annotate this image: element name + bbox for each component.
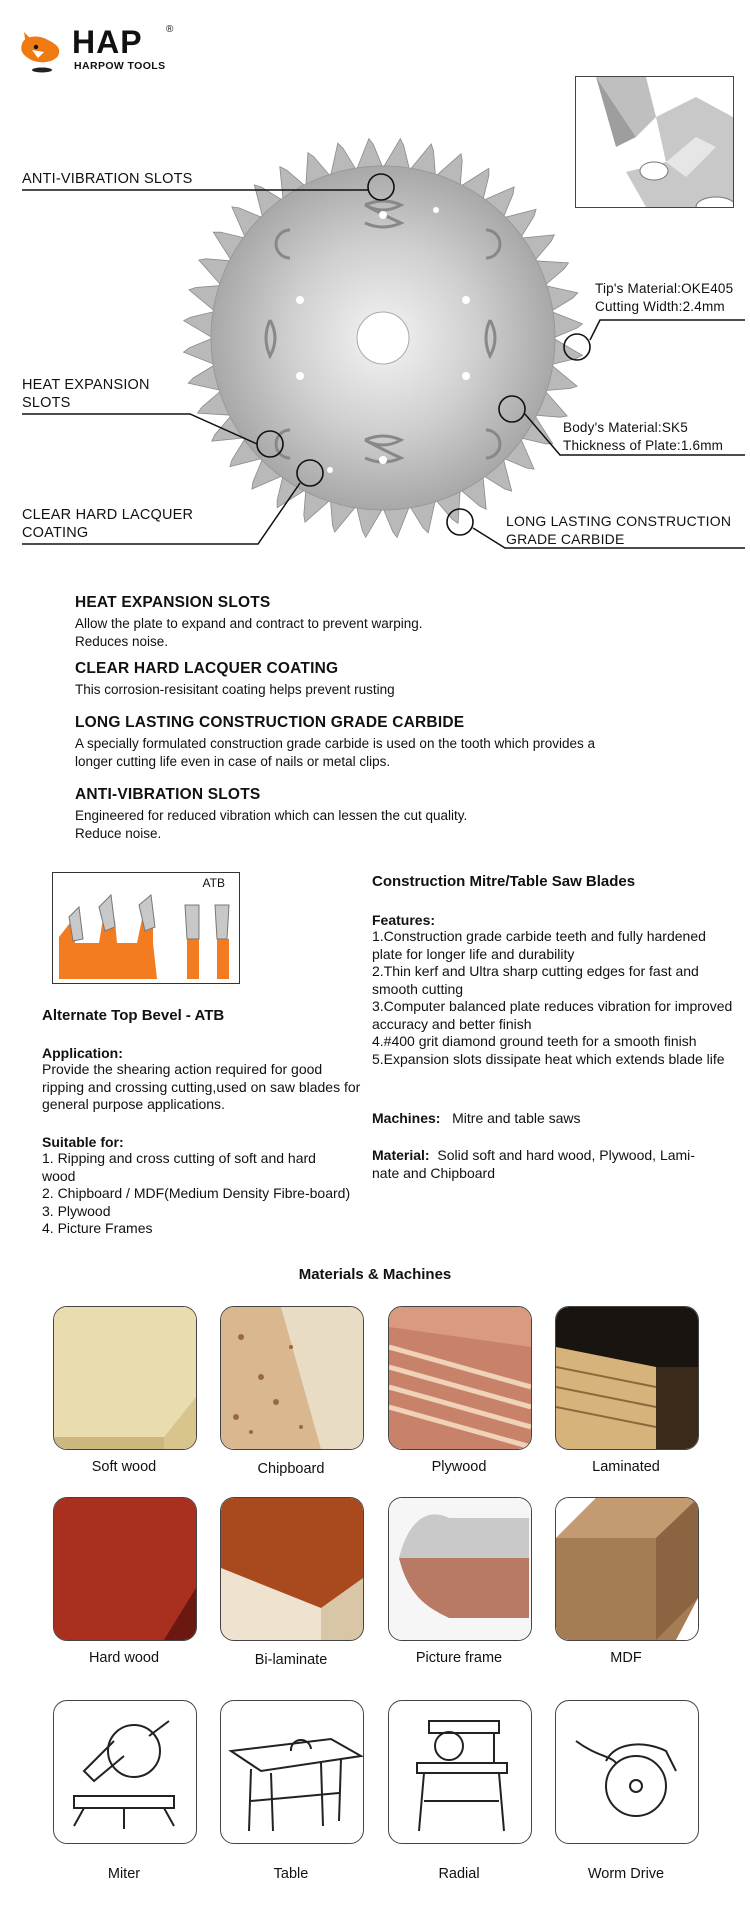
picture-frame-sample bbox=[388, 1497, 532, 1641]
product-feature-item: 3.Computer balanced plate reduces vibration for improved accuracy and better finish bbox=[372, 998, 733, 1032]
application-text: Provide the shearing action required for good ripping and crossing cutting,used on saw blades for general purpose applications. bbox=[42, 1061, 361, 1112]
callout-heat-expansion: HEAT EXPANSION SLOTS bbox=[22, 377, 150, 411]
feature-title: CLEAR HARD LACQUER COATING bbox=[75, 660, 339, 677]
suitable-item: 2. Chipboard / MDF(Medium Density Fibre-board) bbox=[42, 1185, 351, 1201]
atb-suitable bbox=[42, 1134, 352, 1238]
material-caption: Laminated bbox=[592, 1459, 660, 1475]
miter-saw-icon bbox=[53, 1700, 197, 1844]
feature-body: Allow the plate to expand and contract to prevent warping. Reduces noise. bbox=[75, 616, 423, 649]
blade-tooth bbox=[184, 338, 216, 365]
product-feature-item: 5.Expansion slots dissipate heat which extends blade life bbox=[372, 1050, 725, 1067]
machine-caption: Worm Drive bbox=[587, 1866, 665, 1882]
tooth-detail-inset bbox=[575, 76, 734, 208]
leader-tip bbox=[590, 320, 745, 340]
features-label: Features: bbox=[372, 912, 436, 928]
feature-body: This corrosion-resisitant coating helps prevent rusting bbox=[75, 682, 395, 697]
material-caption: Hard wood bbox=[88, 1650, 160, 1666]
application-label: Application: bbox=[42, 1045, 123, 1061]
product-feature-list bbox=[372, 928, 734, 1068]
suitable-item: 3. Plywood bbox=[42, 1202, 111, 1219]
worm-drive-saw-icon bbox=[555, 1700, 699, 1844]
suitable-list bbox=[42, 1150, 352, 1238]
atb-badge: ATB bbox=[202, 876, 225, 890]
callout-carbide: LONG LASTING CONSTRUCTION GRADE CARBIDE bbox=[506, 513, 732, 547]
machines-label: Machines: bbox=[372, 1110, 441, 1126]
material-caption: Picture frame bbox=[415, 1650, 503, 1666]
registered-mark: ® bbox=[166, 24, 174, 35]
table-saw-icon bbox=[220, 1700, 364, 1844]
softwood-sample bbox=[53, 1306, 197, 1450]
atb-application bbox=[42, 1045, 367, 1114]
blade-tooth bbox=[356, 139, 383, 171]
blade-tooth bbox=[356, 506, 383, 537]
material-caption: MDF bbox=[610, 1650, 642, 1666]
laminated-sample bbox=[555, 1306, 699, 1450]
hardwood-sample bbox=[53, 1497, 197, 1641]
material-caption: Chipboard bbox=[257, 1461, 325, 1477]
feature-title: HEAT EXPANSION SLOTS bbox=[75, 594, 271, 611]
suitable-item: 1. Ripping and cross cutting of soft and hard wood bbox=[42, 1150, 316, 1184]
callout-plate-thickness: Thickness of Plate:1.6mm bbox=[563, 438, 724, 453]
callout-anti-vibration: ANTI-VIBRATION SLOTS bbox=[22, 171, 193, 187]
callout-body-material: Body's Material:SK5 bbox=[563, 420, 688, 435]
product-feature-item: 1.Construction grade carbide teeth and fully hardened plate for longer life and durability bbox=[372, 928, 706, 962]
feature-carbide bbox=[75, 714, 595, 771]
machine-caption: Table bbox=[273, 1866, 309, 1882]
blade-tooth bbox=[383, 139, 410, 170]
product-material bbox=[372, 1147, 722, 1182]
chipboard-sample bbox=[220, 1306, 364, 1450]
feature-body: A specially formulated construction grade carbide is used on the tooth which provides a longer cutting life even in case of nails or metal clips. bbox=[75, 736, 596, 769]
callout-marker-carbide bbox=[447, 509, 473, 535]
radial-arm-saw-icon bbox=[388, 1700, 532, 1844]
materials-title: Materials & Machines bbox=[298, 1266, 452, 1283]
blade-tooth bbox=[184, 311, 215, 338]
product-feature-item: 4.#400 grit diamond ground teeth for a smooth finish bbox=[372, 1033, 697, 1049]
callout-cutting-width: Cutting Width:2.4mm bbox=[595, 299, 725, 314]
feature-lacquer bbox=[75, 660, 395, 699]
material-label: Material: bbox=[372, 1147, 430, 1163]
feature-heat bbox=[75, 594, 422, 651]
suitable-item: 4. Picture Frames bbox=[42, 1220, 153, 1236]
product-feature-item: 2.Thin kerf and Ultra sharp cutting edges for fast and smooth cutting bbox=[372, 963, 699, 997]
callout-lacquer: CLEAR HARD LACQUER COATING bbox=[22, 507, 194, 541]
blade-tooth bbox=[383, 506, 410, 538]
machine-caption: Miter bbox=[107, 1866, 141, 1882]
material-caption: Soft wood bbox=[91, 1459, 157, 1475]
machine-caption: Radial bbox=[438, 1866, 480, 1882]
feature-anti-vibration bbox=[75, 786, 467, 843]
feature-title: ANTI-VIBRATION SLOTS bbox=[75, 786, 261, 803]
material-caption: Bi-laminate bbox=[254, 1652, 328, 1668]
arbor-hole bbox=[357, 312, 409, 364]
plywood-sample bbox=[388, 1306, 532, 1450]
callout-tip-material: Tip's Material:OKE405 bbox=[595, 281, 734, 296]
atb-diagram bbox=[52, 872, 240, 984]
material-caption: Plywood bbox=[431, 1459, 487, 1475]
feature-body: Engineered for reduced vibration which can lessen the cut quality. Reduce noise. bbox=[75, 808, 468, 841]
brand-subtitle: HARPOW TOOLS bbox=[74, 60, 166, 72]
mdf-sample bbox=[555, 1497, 699, 1641]
product-machines bbox=[372, 1110, 734, 1128]
suitable-label: Suitable for: bbox=[42, 1134, 124, 1150]
feature-title: LONG LASTING CONSTRUCTION GRADE CARBIDE bbox=[75, 714, 465, 731]
bilaminate-sample bbox=[220, 1497, 364, 1641]
product-features bbox=[372, 912, 734, 1068]
atb-title: Alternate Top Bevel - ATB bbox=[42, 1007, 225, 1024]
brand-name: HAP bbox=[72, 24, 143, 60]
product-title: Construction Mitre/Table Saw Blades bbox=[372, 873, 636, 890]
material-text: Solid soft and hard wood, Plywood, Lami-nate and Chipboard bbox=[372, 1147, 695, 1181]
machines-text: Mitre and table saws bbox=[452, 1110, 581, 1126]
